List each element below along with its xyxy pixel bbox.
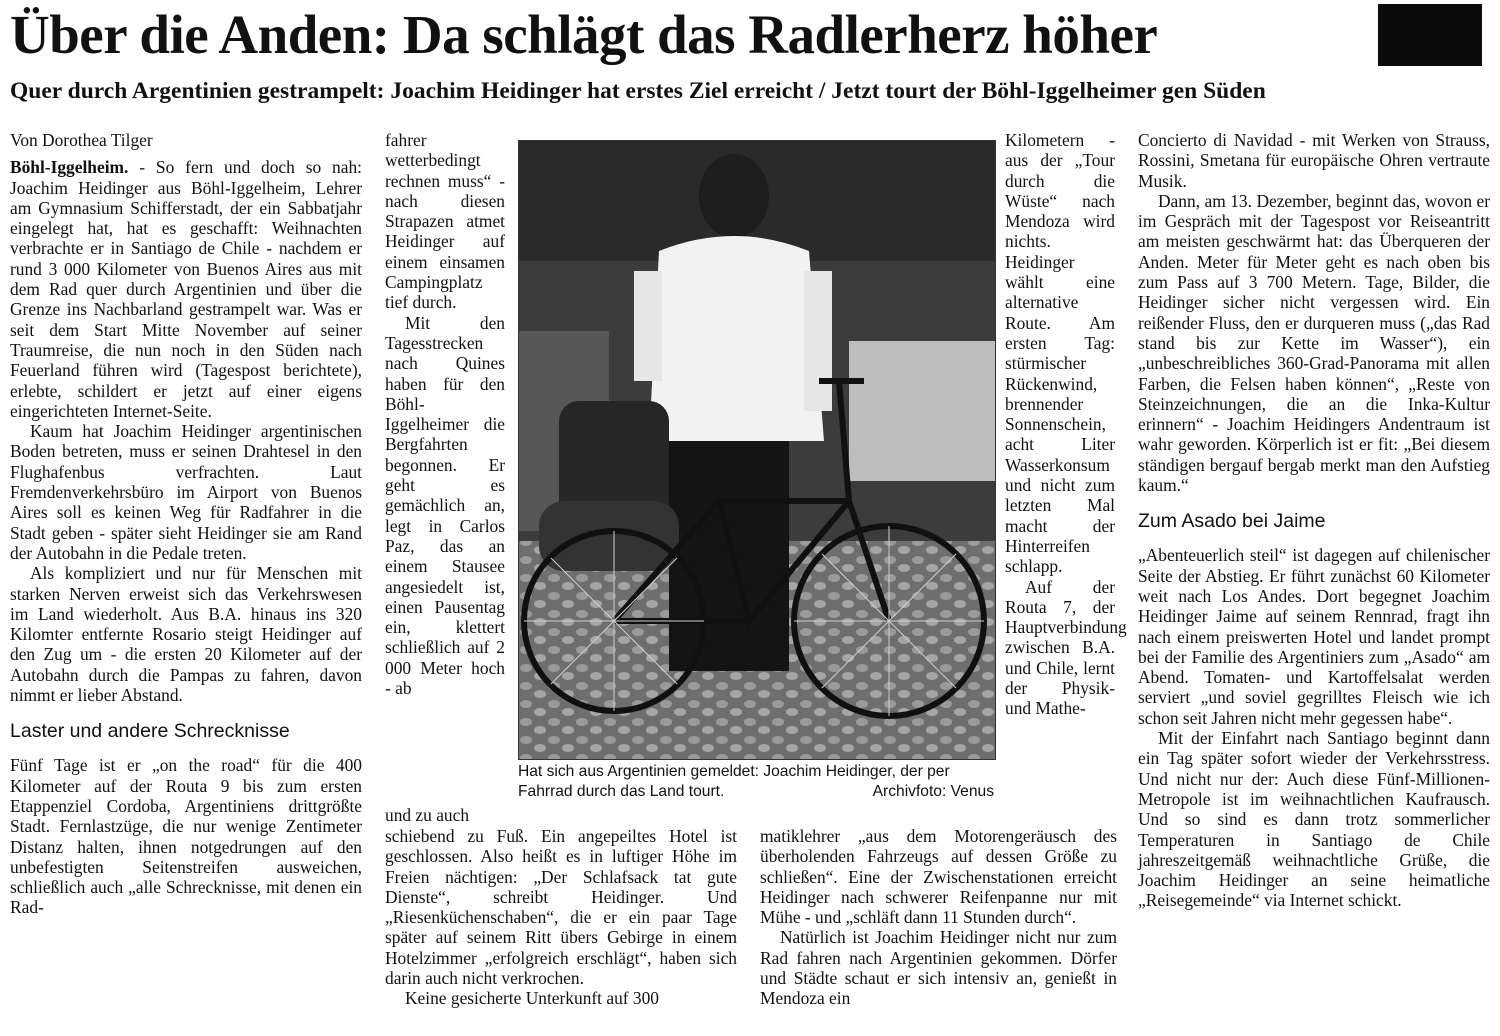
article-column-2-end [385, 805, 505, 825]
photo-cyclist [518, 140, 996, 760]
paragraph-text: - So fern und doch so nah: Joachim Heidinger aus Böhl-Iggelheim, Lehrer am Gymnasium Schifferstadt, der ein Sabbatjahr eingelegt hat, hat es geschafft: Weihnachten verbrachte er in Santiago de Chile - nachdem er rund 3 000 Kilometer von Buenos Aires aus mit dem Rad quer durch Argentinien und über die Grenze ins Nachbarland gestrampelt war. Was er seit dem Start Mitte November auf seiner Traumreise, die nun noch in den Süden nach Feuerland führen wird (Tagespost berichtete), erlebte, schildert er jetzt auf einer eigens eingerichteten Internet-Seite. [10, 157, 362, 421]
paragraph: und zu auch [385, 805, 470, 825]
paragraph: „Abenteuerlich steil“ ist dagegen auf chilenischer Seite der Abstieg. Er führt zunächst 60 Kilometer weit nach Los Andes. Dort begegnet Joachim Heidinger Jaime auf seinem Rennrad, fragt ihn nach einem preiswerten Hotel und landet prompt bei der Familie des Argentiniers zum „Asado“ am Abend. Tomaten- und Kartoffelsalat werden serviert „und soviel gegrilltes Fleisch wie ich schon seit Jahren nicht mehr gegessen habe“. [1138, 545, 1490, 728]
article-column-4 [1138, 130, 1490, 911]
subheading: Laster und andere Schrecknisse [10, 720, 290, 743]
paragraph: Als kompliziert und nur für Menschen mit starken Nerven erweist sich das Verkehrswesen im Land wiederholt. Aus B.A. hinaus ins 320 Kilomter entfernte Rosario steigt Heidinger auf den Zug um - die ersten 20 Kilometer auf der Autobahn durch die Pampas zu fahren, davon nimmt er lieber Abstand. [10, 563, 362, 706]
photo-caption [518, 762, 994, 802]
paragraph [10, 157, 362, 421]
cyclist-photo-illustration [519, 141, 995, 759]
photo-credit: Archivfoto: Venus [872, 783, 994, 800]
paragraph: fahrer wetterbedingt rechnen muss“ - nach diesen Strapazen atmet Heidinger auf einem einsamen Campingplatz tief durch. [385, 130, 505, 313]
paragraph: Auf der Routa 7, der Hauptverbindung zwischen B.A. und Chile, lernt der Physik- und Mathe- [1005, 576, 1127, 719]
article-column-3-wide [760, 826, 1117, 1009]
byline: Von Dorothea Tilger [10, 130, 153, 150]
dateline: Böhl-Iggelheim. [10, 157, 129, 178]
scan-artifact-block [1378, 4, 1482, 66]
article-column-3 [1005, 130, 1127, 719]
paragraph: Kaum hat Joachim Heidinger argentinischen Boden betreten, muss er seinen Drahtesel in den Flughafenbus verfrachten. Laut Fremdenverkehrsbüro im Airport von Buenos Aires soll es keinen Weg für Radfahrer in die Stadt geben - später sieht Heidinger sie am Rand der Autobahn in die Pedale treten. [10, 421, 362, 563]
article-column-1 [10, 130, 362, 918]
article-column-2-wide [385, 826, 737, 1009]
headline: Über die Anden: Da schlägt das Radlerherz höher [10, 4, 1158, 65]
paragraph: Dann, am 13. Dezember, beginnt das, wovon er im Gespräch mit der Tagespost vor Reiseantritt am meisten geschwärmt hat: das Überqueren der Anden. Meter für Meter geht es nach oben bis zum Pass auf 3 700 Metern. Tage, Bilder, die Heidinger sicher nicht vergessen wird. Ein reißender Fluss, den er durqueren muss („das Rad stand bis zur Kette im Wasser“), ein „unbeschreibliches 360-Grad-Panorama mit allen Farben, die Felsen haben können“, „Reste von Steinzeichnungen, die an die Inka-Kultur erinnern“ - Joachim Heidingers Andentraum ist wahr geworden. Körperlich ist er fit: „Bei diesem ständigen bergauf bergab merkt man den Aufstieg kaum.“ [1138, 190, 1490, 496]
article-column-2 [385, 130, 505, 698]
subheadline: Quer durch Argentinien gestrampelt: Joachim Heidinger hat erstes Ziel erreicht / Jetzt tourt der Böhl-Iggelheimer gen Süden [10, 78, 1266, 104]
paragraph: Natürlich ist Joachim Heidinger nicht nur zum Rad fahren nach Argentinien gekommen. Dörfer und Städte schaut er sich intensiv an, genießt in Mendoza ein [760, 927, 1117, 1009]
subheading: Zum Asado bei Jaime [1138, 510, 1326, 533]
paragraph: Mit der Einfahrt nach Santiago beginnt dann ein Tag später sofort wieder der Verkehrsstress. Und nicht nur der: Auch diese Fünf-Millionen-Metropole ist im weihnachtlichen Kaufrausch. Und so sind es dann trotz sommerlicher Temperaturen in Santiago de Chile jahreszeitgemäß weihnachtliche Grüße, die Joachim Heidinger an seine heimatliche „Reisegemeinde“ via Internet schickt. [1138, 728, 1490, 911]
caption-text: Hat sich aus Argentinien gemeldet: Joachim Heidinger, der per Fahrrad durch das Land tourt. [518, 763, 950, 800]
paragraph: matiklehrer „aus dem Motorengeräusch des überholenden Fahrzeugs auf dessen Größe zu schließen“. Eine der Zwischenstationen erreicht Heidinger nach schwerer Reifenpanne nur mit Mühe - und „schläft dann 11 Stunden durch“. [760, 826, 1117, 928]
paragraph: Keine gesicherte Unterkunft auf 300 [405, 988, 659, 1009]
paragraph: Kilometern - aus der „Tour durch die Wüste“ nach Mendoza wird nichts. Heidinger wählt eine alternative Route. Am ersten Tag: stürmischer Rückenwind, brennender Sonnenschein, acht Liter Wasserkonsum und nicht zum letzten Mal macht der Hinterreifen schlapp. [1005, 130, 1115, 577]
paragraph: Concierto di Navidad - mit Werken von Strauss, Rossini, Smetana für europäische Ohren vertraute Musik. [1138, 130, 1490, 191]
paragraph: Fünf Tage ist er „on the road“ für die 400 Kilometer auf der Routa 9 bis zum ersten Etappenziel Cordoba, Argentiniens drittgrößte Stadt. Fernlastzüge, die nur wenige Zentimeter Distanz halten, ihnen notgedrungen auf den unbefestigten Seitenstreifen ausweichen, schließlich auch „alle Schrecknisse, mit denen ein Rad- [10, 755, 362, 918]
paragraph: Mit den Tagesstrecken nach Quines haben für den Böhl-Iggelheimer die Bergfahrten begonnen. Er geht es gemächlich an, legt in Carlos Paz, das an einem Stausee angesiedelt ist, einen Pausentag ein, klettert schließlich auf 2 000 Meter hoch - ab [385, 312, 505, 699]
paragraph: schiebend zu Fuß. Ein angepeiltes Hotel ist geschlossen. Also heißt es in luftiger Höhe im Freien nächtigen: „Der Schlafsack tat gute Dienste“, schreibt Heidinger. Und „Riesenküchenschaben“, die er ein paar Tage später auf seinem Ritt übers Gebirge in einem Hotelzimmer „erfolgreich erschlägt“, haben sich darin auch nicht verkrochen. [385, 826, 737, 989]
